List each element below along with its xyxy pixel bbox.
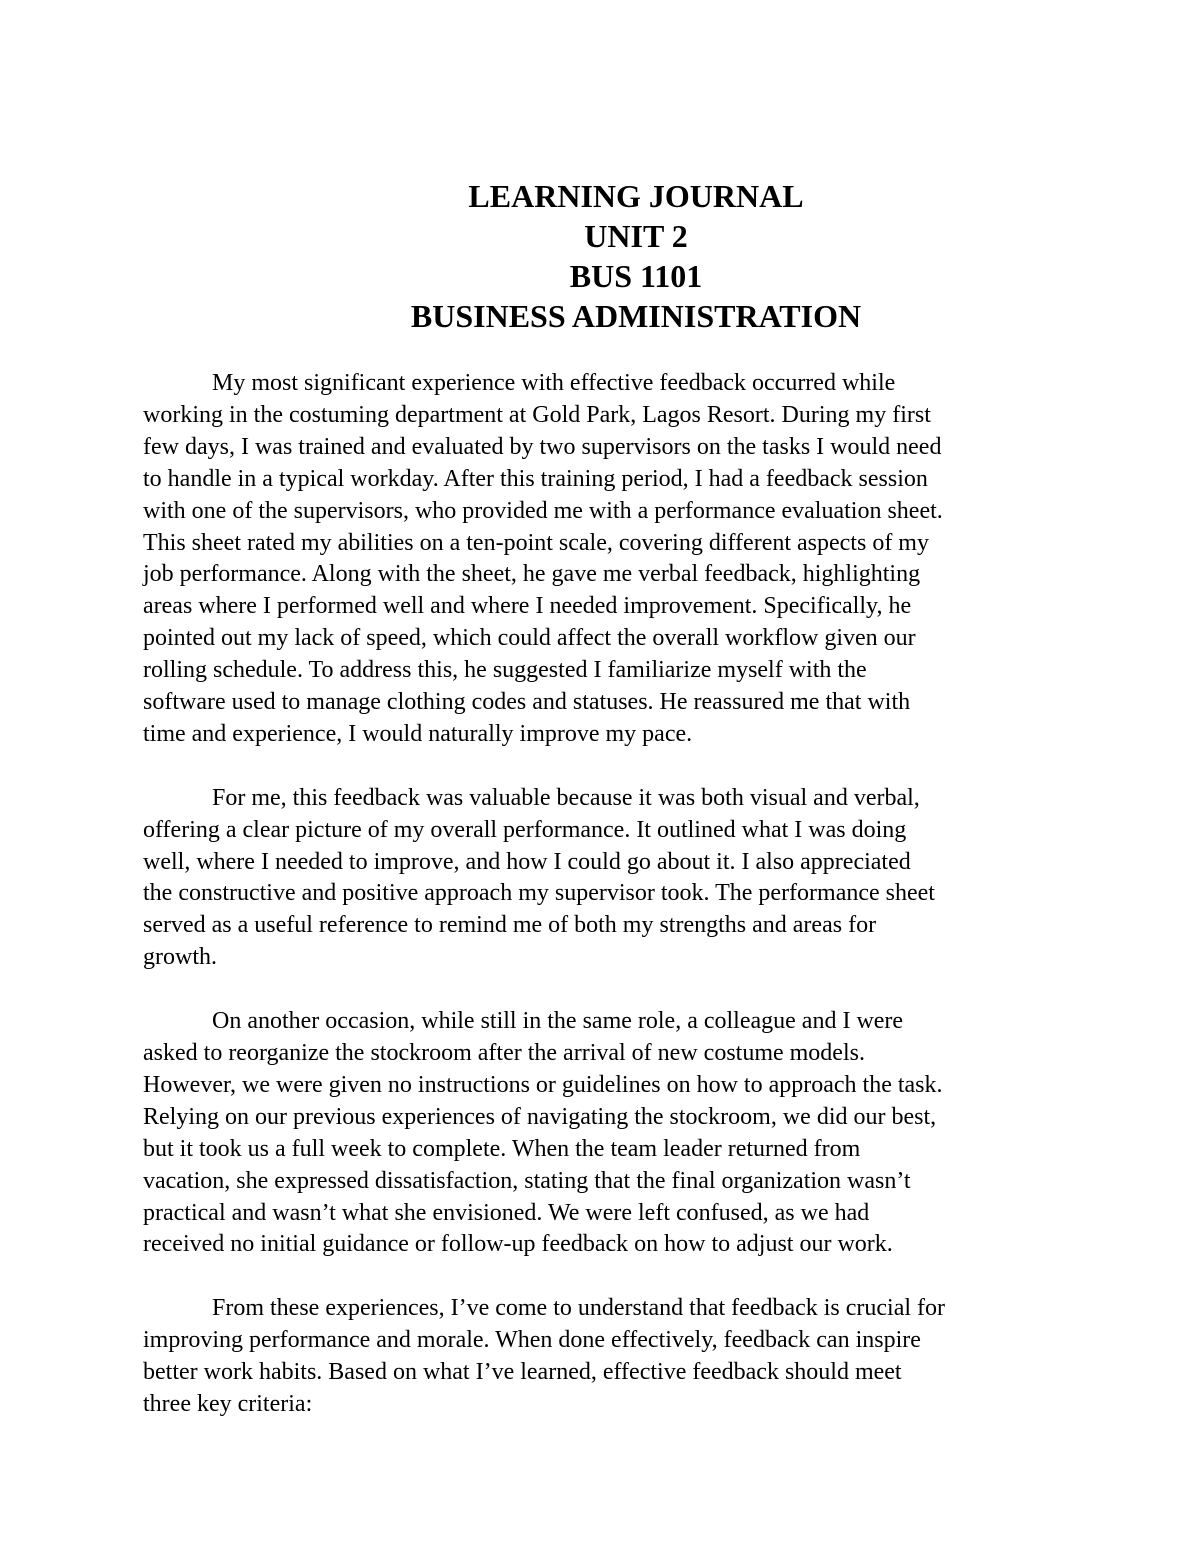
paragraph-line: working in the costuming department at Gold Park, Lagos Resort. During my first	[143, 401, 931, 428]
paragraph-line: to handle in a typical workday. After this training period, I had a feedback session	[143, 465, 928, 492]
paragraph-4	[143, 1293, 1073, 1421]
paragraph-line: growth.	[143, 944, 217, 971]
paragraph-line: On another occasion, while still in the same role, a colleague and I were	[212, 1008, 904, 1035]
title-line-journal: LEARNING JOURNAL	[468, 178, 804, 214]
title-line-unit: UNIT 2	[584, 218, 688, 254]
paragraph-line: with one of the supervisors, who provided me with a performance evaluation sheet.	[143, 497, 943, 524]
paragraph-line: However, we were given no instructions or guidelines on how to approach the task.	[143, 1071, 943, 1098]
paragraph-line: time and experience, I would naturally improve my pace.	[143, 720, 693, 747]
paragraph-line: three key criteria:	[143, 1390, 313, 1417]
document-body	[143, 368, 1073, 1453]
paragraph-line: offering a clear picture of my overall performance. It outlined what I was doing	[143, 816, 907, 843]
paragraph-line: From these experiences, I’ve come to understand that feedback is crucial for	[212, 1295, 946, 1322]
paragraph-line: received no initial guidance or follow-up feedback on how to adjust our work.	[143, 1231, 893, 1258]
paragraph-line: job performance. Along with the sheet, he gave me verbal feedback, highlighting	[143, 561, 921, 588]
paragraph-line: but it took us a full week to complete. When the team leader returned from	[143, 1135, 861, 1162]
paragraph-line: For me, this feedback was valuable because it was both visual and verbal,	[212, 784, 920, 811]
paragraph-line: areas where I performed well and where I needed improvement. Specifically, he	[143, 593, 912, 620]
paragraph-line: asked to reorganize the stockroom after the arrival of new costume models.	[143, 1040, 865, 1066]
title-line-course-name: BUSINESS ADMINISTRATION	[410, 298, 862, 334]
paragraph-1	[143, 368, 1073, 751]
paragraph-line: practical and wasn’t what she envisioned. We were left confused, as we had	[143, 1199, 870, 1226]
paragraph-line: vacation, she expressed dissatisfaction, stating that the final organization wasn’t	[143, 1167, 911, 1194]
paragraph-line: served as a useful reference to remind me of both my strengths and areas for	[143, 912, 877, 939]
paragraph-line: better work habits. Based on what I’ve learned, effective feedback should meet	[143, 1359, 902, 1386]
paragraph-line: software used to manage clothing codes and statuses. He reassured me that with	[143, 689, 911, 716]
paragraph-line: This sheet rated my abilities on a ten-point scale, covering different aspects of my	[143, 529, 929, 556]
paragraph-line: Relying on our previous experiences of navigating the stockroom, we did our best,	[143, 1103, 937, 1130]
paragraph-line: rolling schedule. To address this, he suggested I familiarize myself with the	[143, 657, 867, 684]
paragraph-3	[143, 1006, 1073, 1261]
paragraph-line: pointed out my lack of speed, which could affect the overall workflow given our	[143, 625, 916, 652]
paragraph-line: the constructive and positive approach my supervisor took. The performance sheet	[143, 880, 935, 907]
paragraph-line: well, where I needed to improve, and how I could go about it. I also appreciated	[143, 848, 911, 875]
paragraph-2	[143, 783, 1073, 974]
title-line-course-code: BUS 1101	[569, 258, 703, 294]
paragraph-line: few days, I was trained and evaluated by two supervisors on the tasks I would need	[143, 433, 942, 460]
paragraph-line: My most significant experience with effective feedback occurred while	[212, 370, 896, 396]
document-title	[0, 176, 1200, 336]
paragraph-line: improving performance and morale. When done effectively, feedback can inspire	[143, 1327, 921, 1354]
